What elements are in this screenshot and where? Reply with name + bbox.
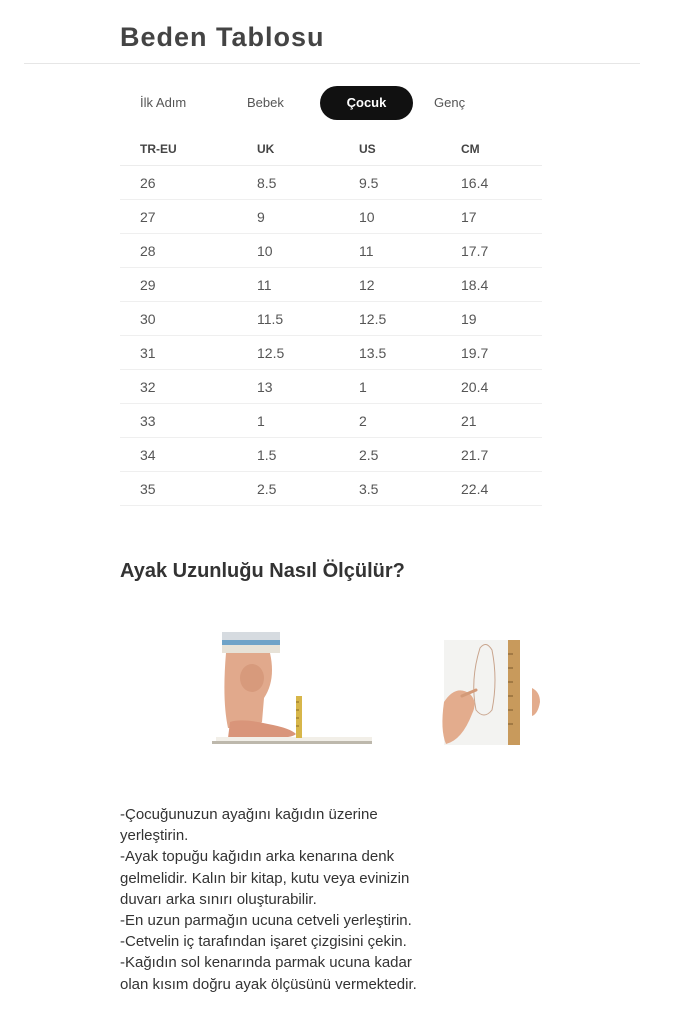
table-header-row (120, 133, 542, 166)
cell-tr-eu: 31 (120, 336, 237, 370)
table-row (120, 472, 542, 506)
instruction-line: olan kısım doğru ayak ölçüsünü vermektedir. (120, 975, 417, 993)
cell-uk: 8.5 (237, 166, 339, 200)
cell-tr-eu: 33 (120, 404, 237, 438)
instruction-line: -Cetvelin iç tarafından işaret çizgisini çekin. (120, 933, 407, 951)
cell-tr-eu: 30 (120, 302, 237, 336)
cell-us: 12 (339, 268, 441, 302)
table-row (120, 268, 542, 302)
table-row (120, 404, 542, 438)
foot-on-paper-image (212, 630, 372, 745)
table-row (120, 438, 542, 472)
cell-tr-eu: 28 (120, 234, 237, 268)
cell-us: 9.5 (339, 166, 441, 200)
tab-cocuk[interactable]: Çocuk (320, 86, 413, 120)
column-header-us: US (339, 133, 441, 166)
cell-tr-eu: 32 (120, 370, 237, 404)
table-row (120, 234, 542, 268)
cell-uk: 13 (237, 370, 339, 404)
cell-tr-eu: 27 (120, 200, 237, 234)
cell-cm: 21.7 (441, 438, 542, 472)
title-divider (24, 63, 640, 64)
table-row (120, 166, 542, 200)
cell-uk: 11.5 (237, 302, 339, 336)
cell-cm: 17.7 (441, 234, 542, 268)
cell-cm: 19.7 (441, 336, 542, 370)
instruction-line: yerleştirin. (120, 827, 189, 845)
column-header-tr-eu: TR-EU (120, 133, 237, 166)
cell-cm: 16.4 (441, 166, 542, 200)
table-row (120, 370, 542, 404)
measurement-instructions (120, 804, 560, 995)
cell-uk: 2.5 (237, 472, 339, 506)
tab-genc[interactable]: Genç (434, 95, 466, 110)
cell-uk: 12.5 (237, 336, 339, 370)
instruction-line: gelmelidir. Kalın bir kitap, kutu veya evinizin (120, 869, 410, 887)
column-header-uk: UK (237, 133, 339, 166)
hand-marking-ruler-image (440, 640, 542, 745)
cell-tr-eu: 29 (120, 268, 237, 302)
tab-ilk-adim[interactable]: İlk Adım (140, 95, 187, 110)
cell-cm: 19 (441, 302, 542, 336)
cell-us: 3.5 (339, 472, 441, 506)
cell-cm: 21 (441, 404, 542, 438)
cell-uk: 10 (237, 234, 339, 268)
cell-uk: 11 (237, 268, 339, 302)
instruction-line: -Kağıdın sol kenarında parmak ucuna kadar (120, 954, 412, 972)
cell-tr-eu: 34 (120, 438, 237, 472)
page-title: Beden Tablosu (120, 22, 325, 52)
cell-tr-eu: 35 (120, 472, 237, 506)
cell-uk: 1 (237, 404, 339, 438)
cell-us: 13.5 (339, 336, 441, 370)
cell-us: 2.5 (339, 438, 441, 472)
cell-us: 12.5 (339, 302, 441, 336)
column-header-cm: CM (441, 133, 542, 166)
instruction-line: -Ayak topuğu kağıdın arka kenarına denk (120, 848, 395, 866)
table-row (120, 200, 542, 234)
cell-tr-eu: 26 (120, 166, 237, 200)
cell-cm: 18.4 (441, 268, 542, 302)
size-table (120, 133, 542, 506)
cell-cm: 20.4 (441, 370, 542, 404)
cell-cm: 22.4 (441, 472, 542, 506)
instruction-line: duvarı arka sınırı oluşturabilir. (120, 890, 317, 908)
instruction-line: -Çocuğunuzun ayağını kağıdın üzerine (120, 806, 378, 823)
how-to-measure-title: Ayak Uzunluğu Nasıl Ölçülür? (120, 560, 405, 582)
cell-us: 2 (339, 404, 441, 438)
cell-cm: 17 (441, 200, 542, 234)
cell-us: 1 (339, 370, 441, 404)
instruction-line: -En uzun parmağın ucuna cetveli yerleştirin. (120, 912, 412, 930)
size-table-body (120, 166, 542, 506)
table-row (120, 336, 542, 370)
cell-uk: 9 (237, 200, 339, 234)
cell-us: 10 (339, 200, 441, 234)
cell-uk: 1.5 (237, 438, 339, 472)
table-row (120, 302, 542, 336)
size-category-tabs (120, 86, 540, 120)
tab-bebek[interactable]: Bebek (247, 95, 284, 110)
cell-us: 11 (339, 234, 441, 268)
